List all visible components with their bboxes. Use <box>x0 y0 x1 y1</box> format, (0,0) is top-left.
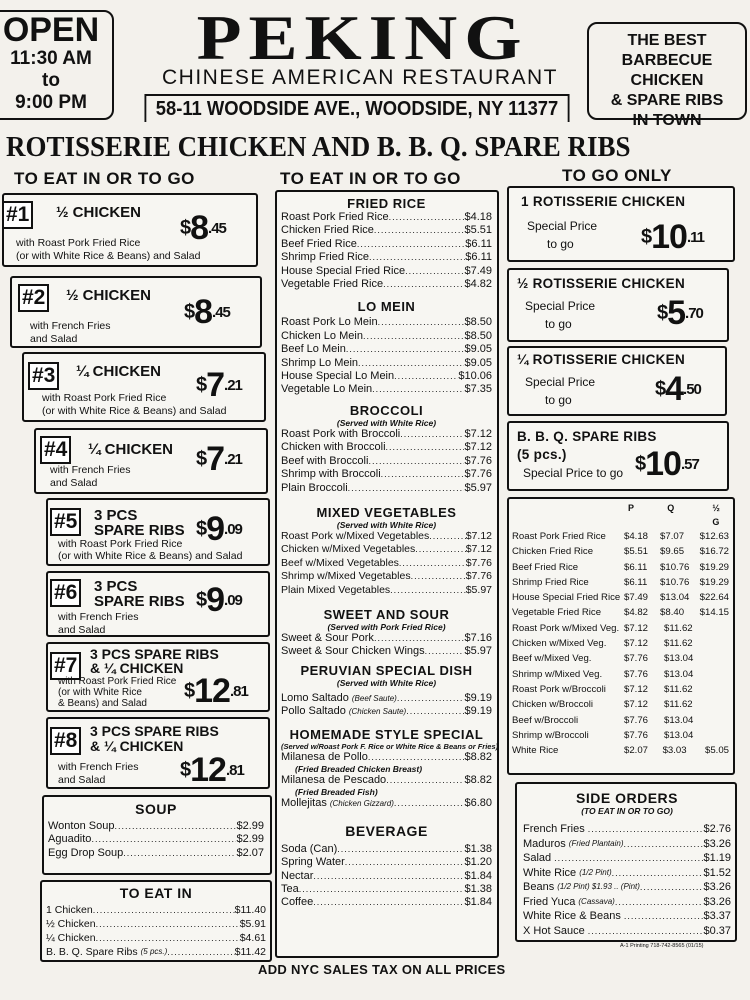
side-orders-box <box>515 782 737 942</box>
eat-in-title: TO EAT IN <box>119 885 193 901</box>
slogan-line-4: IN TOWN <box>632 112 702 129</box>
fried-rice-item: Shrimp Fried Rice ..... $6.11 <box>281 251 492 264</box>
to-go-2-desc-2: to go <box>545 317 572 331</box>
combo-7-number: #7 <box>50 652 81 680</box>
mixed-veg-title: MIXED VEGETABLES <box>316 504 457 520</box>
combo-3-desc-2: (or with White Rice & Beans) and Salad <box>42 405 227 417</box>
to-go-whole-chicken <box>507 186 735 262</box>
combo-1-number: #1 <box>2 201 33 229</box>
restaurant-name: PEKING <box>196 2 529 73</box>
lo-mein-title: LO MEIN <box>357 299 416 315</box>
combo-1-desc-1: with Roast Pork Fried Rice <box>16 237 141 249</box>
size-table-row: Shrimp w/Mixed Veg. $7.76 $13.04 <box>512 668 694 680</box>
combo-2-desc-2: and Salad <box>30 333 78 345</box>
combo-8-desc-2: and Salad <box>58 774 106 786</box>
peruvian-title: PERUVIAN SPECIAL DISH <box>300 662 473 678</box>
side-orders-rows <box>523 822 731 938</box>
slogan-line-1: THE BEST <box>627 32 707 49</box>
side-orders-title: SIDE ORDERS <box>576 790 678 806</box>
mixed-veg-item: Plain Mixed Vegetables ..... $5.97 <box>281 584 492 597</box>
lo-mein-item: Chicken Lo Mein ..... $8.50 <box>281 330 492 343</box>
combo-2-price: $^{\$}8^{.45}$ <box>184 293 230 331</box>
to-go-1-title: 1 ROTISSERIE CHICKEN <box>521 194 686 209</box>
homemade-item: Mollejitas (Chicken Gizzard) ..... $6.80 <box>281 797 492 810</box>
to-go-4-price: $^{\$}10^{.57}$ <box>635 445 699 483</box>
printer-credit: A-1 Printing 718-742-8565 (01/15) <box>620 943 704 949</box>
combo-8-number: #8 <box>50 727 81 755</box>
soup-box <box>42 795 272 875</box>
combo-5-desc-1: with Roast Pork Fried Rice <box>58 538 183 550</box>
sweet-sour-title: SWEET AND SOUR <box>323 606 450 622</box>
fried-rice-item: Vegetable Fried Rice ..... $4.82 <box>281 278 492 291</box>
combo-1 <box>2 193 258 267</box>
combo-3-number: #3 <box>28 362 59 390</box>
eat-in-item: 1 Chicken ..... $11.40 <box>46 903 266 917</box>
combo-5-price: $^{\$}9^{.09}$ <box>196 510 242 548</box>
combo-4-price: $^{\$}7^{.21}$ <box>196 440 242 478</box>
beverage-item: Soda (Can) ..... $1.38 <box>281 843 492 856</box>
side-order-item: Maduros (Fried Plantain) ..... $3.26 <box>523 837 731 852</box>
col1-header: TO EAT IN OR TO GO <box>14 169 195 188</box>
beverage-item: Tea ..... $1.38 <box>281 883 492 896</box>
size-table-row: Chicken Fried Rice $5.51 $9.65 $16.72 <box>512 546 729 558</box>
combo-8-title-2: & ¼ CHICKEN <box>90 738 184 754</box>
combo-7-desc-2: (or with White Rice <box>58 687 142 698</box>
size-table-row: Beef Fried Rice $6.11 $10.76 $19.29 <box>512 561 729 573</box>
broccoli-note: (Served with White Rice) <box>336 417 437 428</box>
col-half-g: ½ G <box>712 503 720 527</box>
size-table-row: Chicken w/Mixed Veg. $7.12 $11.62 <box>512 638 693 650</box>
size-table-row: Chicken w/Broccoli $7.12 $11.62 <box>512 699 693 711</box>
to-go-1-price: $^{\$}10^{.11}$ <box>641 218 704 256</box>
combo-6-title-2: SPARE RIBS <box>94 593 185 610</box>
size-table-row: Vegetable Fried Rice $4.82 $8.40 $14.15 <box>512 607 729 619</box>
side-order-item: White Rice & Beans ..... $3.37 <box>523 909 731 924</box>
combo-4-desc-1: with French Fries <box>50 464 131 476</box>
combo-7-title-2: & ¼ CHICKEN <box>90 660 184 676</box>
size-table-row: Roast Pork w/Mixed Veg. $7.12 $11.62 <box>512 622 693 634</box>
fried-rice-item: Chicken Fried Rice ..... $5.51 <box>281 224 492 237</box>
col3-header: TO GO ONLY <box>562 166 672 185</box>
combo-8-desc-1: with French Fries <box>58 761 139 773</box>
lo-mein-item: Shrimp Lo Mein ..... $9.05 <box>281 357 492 370</box>
lo-mein-item: Vegetable Lo Mein ..... $7.35 <box>281 383 492 396</box>
col-q: Q <box>667 503 675 513</box>
slogan-line-2: BARBECUE CHICKEN <box>621 52 713 89</box>
peruvian-note: (Served with White Rice) <box>336 677 437 688</box>
to-go-half-chicken <box>507 268 729 342</box>
combo-5 <box>46 498 270 566</box>
to-go-4-desc-1: Special Price to go <box>523 466 624 480</box>
broccoli-item: Plain Broccoli ..... $5.97 <box>281 482 492 495</box>
lo-mein-item: Roast Pork Lo Mein ..... $8.50 <box>281 316 492 329</box>
banner: ROTISSERIE CHICKEN AND B. B. Q. SPARE RIBS <box>6 131 631 163</box>
slogan-line-3: & SPARE RIBS <box>610 92 724 109</box>
homemade-item: Milanesa de Pescado ..... $8.82 <box>281 774 492 787</box>
to-go-3-price: $^{\$}4^{.50}$ <box>655 370 701 408</box>
combo-7-desc-3: & Beans) and Salad <box>58 698 147 709</box>
fried-rice-item: House Special Fried Rice ..... $7.49 <box>281 265 492 278</box>
to-go-spare-ribs <box>507 421 729 491</box>
beverage-item: Spring Water ..... $1.20 <box>281 856 492 869</box>
size-table-row: Beef w/Broccoli $7.76 $13.04 <box>512 714 694 726</box>
size-table-row: House Special Fried Rice $7.49 $13.04 $22.64 <box>512 592 729 604</box>
combo-1-title: ½ CHICKEN <box>56 204 142 221</box>
beverage-title: BEVERAGE <box>345 822 428 839</box>
broccoli-item: Beef with Broccoli ..... $7.76 <box>281 455 492 468</box>
to-go-3-desc-2: to go <box>545 393 572 407</box>
broccoli-item: Chicken with Broccoli ..... $7.12 <box>281 441 492 454</box>
soup-item: Wonton Soup ..... $2.99 <box>48 820 264 833</box>
to-go-4-title: B. B. Q. SPARE RIBS <box>517 429 657 444</box>
combo-7-title-1: 3 PCS SPARE RIBS <box>90 646 219 662</box>
combo-4-number: #4 <box>40 436 71 464</box>
to-go-2-price: $^{\$}5^{.70}$ <box>657 294 703 332</box>
size-table-row: White Rice $2.07 $3.03 $5.05 <box>512 745 729 757</box>
combo-8-title-1: 3 PCS SPARE RIBS <box>90 723 219 739</box>
sweet-sour-item: Sweet & Sour Chicken Wings ..... $5.97 <box>281 645 492 658</box>
hours-to: to <box>42 70 60 91</box>
size-table-row: Roast Pork Fried Rice $4.18 $7.07 $12.63 <box>512 531 729 542</box>
tax-notice: ADD NYC SALES TAX ON ALL PRICES <box>258 962 506 977</box>
eat-in-item: ¼ Chicken ..... $4.61 <box>46 931 266 945</box>
combo-2 <box>10 276 262 348</box>
soup-item: Aguadito ..... $2.99 <box>48 833 264 846</box>
mixed-veg-item: Roast Pork w/Mixed Vegetables ..... $7.12 <box>281 530 492 543</box>
open-time: 11:30 AM <box>10 48 92 69</box>
to-go-1-desc-1: Special Price <box>527 219 598 233</box>
combo-6-title-1: 3 PCS <box>94 578 138 595</box>
combo-1-desc-2: (or with White Rice & Beans) and Salad <box>16 250 201 262</box>
combo-5-title-1: 3 PCS <box>94 507 138 524</box>
side-order-item: X Hot Sauce ..... $0.37 <box>523 924 731 939</box>
combo-2-number: #2 <box>18 284 49 312</box>
homemade-title: HOMEMADE STYLE SPECIAL <box>289 726 484 742</box>
col2-header: TO EAT IN OR TO GO <box>280 169 461 188</box>
to-go-4-title-2: (5 pcs.) <box>517 447 567 462</box>
fried-rice-title: FRIED RICE <box>347 196 426 211</box>
homemade-item-note: (Fried Breaded Fish) <box>295 787 378 798</box>
side-order-item: Beans (1/2 Pint) $1.93 .. (Pint) ..... $3.26 <box>523 880 731 895</box>
combo-6 <box>46 571 270 637</box>
lo-mein-item: Beef Lo Mein ..... $9.05 <box>281 343 492 356</box>
eat-in-item: B. B. Q. Spare Ribs (5 pcs.) ..... $11.42 <box>46 945 266 959</box>
close-time: 9:00 PM <box>15 92 87 113</box>
peruvian-item: Lomo Saltado (Beef Saute) ..... $9.19 <box>281 692 492 705</box>
side-order-item: Salad ..... $1.19 <box>523 851 731 866</box>
fried-rice-item: Roast Pork Fried Rice ..... $4.18 <box>281 211 492 224</box>
size-table-row: Roast Pork w/Broccoli $7.12 $11.62 <box>512 683 693 695</box>
combo-6-desc-1: with French Fries <box>58 611 139 623</box>
open-label: OPEN <box>2 11 100 49</box>
to-go-2-desc-1: Special Price <box>525 299 596 313</box>
mixed-veg-item: Chicken w/Mixed Vegetables ..... $7.12 <box>281 543 492 556</box>
combo-5-desc-2: (or with White Rice & Beans) and Salad <box>58 550 243 562</box>
broccoli-item: Roast Pork with Broccoli ..... $7.12 <box>281 428 492 441</box>
to-go-3-title: ¼ ROTISSERIE CHICKEN <box>517 352 686 367</box>
combo-8-price: $^{\$}12^{.81}$ <box>180 751 244 789</box>
eat-in-item: ½ Chicken ..... $5.91 <box>46 917 266 931</box>
size-price-table <box>507 497 735 775</box>
eat-in-box <box>40 880 272 962</box>
mixed-veg-note: (Served with White Rice) <box>336 519 437 530</box>
restaurant-address: 58-11 WOODSIDE AVE., WOODSIDE, NY 11377 <box>144 94 569 122</box>
mixed-veg-item: Shrimp w/Mixed Vegetables ..... $7.76 <box>281 570 492 583</box>
side-order-item: White Rice (1/2 Pint) ..... $1.52 <box>523 866 731 881</box>
size-table-header <box>512 501 729 529</box>
combo-5-number: #5 <box>50 508 81 536</box>
lo-mein-item: House Special Lo Mein ..... $10.06 <box>281 370 492 383</box>
combo-7-price: $^{\$}12^{.81}$ <box>184 672 248 710</box>
soup-item: Egg Drop Soup ..... $2.07 <box>48 847 264 860</box>
col-p: P <box>628 503 635 513</box>
side-order-item: Fried Yuca (Cassava) ..... $3.26 <box>523 895 731 910</box>
broccoli-title: BROCCOLI <box>349 402 424 418</box>
soup-title: SOUP <box>135 801 177 817</box>
homemade-item-note: (Fried Breaded Chicken Breast) <box>295 763 423 774</box>
combo-8 <box>46 717 270 789</box>
mixed-veg-item: Beef w/Mixed Vegetables ..... $7.76 <box>281 557 492 570</box>
beverage-item: Nectar ..... $1.84 <box>281 870 492 883</box>
to-go-quarter-chicken <box>507 346 727 416</box>
combo-4-desc-2: and Salad <box>50 477 98 489</box>
combo-6-price: $^{\$}9^{.09}$ <box>196 581 242 619</box>
size-table-rows <box>512 529 729 758</box>
combo-5-title-2: SPARE RIBS <box>94 522 185 539</box>
combo-1-price: $^{\$}8^{.45}$ <box>180 209 226 247</box>
combo-7-desc-1: with Roast Pork Fried Rice <box>58 676 177 687</box>
combo-4 <box>34 428 268 494</box>
combo-3-title: ¼ CHICKEN <box>76 363 162 380</box>
to-go-2-title: ½ ROTISSERIE CHICKEN <box>517 276 686 291</box>
combo-3-desc-1: with Roast Pork Fried Rice <box>42 392 167 404</box>
side-orders-note: (TO EAT IN OR TO GO) <box>581 806 673 816</box>
combo-3-price: $^{\$}7^{.21}$ <box>196 366 242 404</box>
broccoli-item: Shrimp with Broccoli ..... $7.76 <box>281 468 492 481</box>
hours-box <box>0 10 114 120</box>
homemade-note: (Served w/Roast Pork F. Rice or White Rice & Beans or Fries) <box>281 741 499 751</box>
slogan-box <box>587 22 747 129</box>
to-go-1-desc-2: to go <box>547 237 574 251</box>
combo-2-title: ½ CHICKEN <box>66 287 152 304</box>
beverage-item: Coffee ..... $1.84 <box>281 896 492 909</box>
sweet-sour-note: (Served with Pork Fried Rice) <box>327 621 446 632</box>
fried-rice-item: Beef Fried Rice ..... $6.11 <box>281 238 492 251</box>
sweet-sour-item: Sweet & Sour Pork ..... $7.16 <box>281 632 492 645</box>
combo-7 <box>46 642 270 712</box>
middle-menu-box <box>275 190 499 958</box>
size-table-row: Beef w/Mixed Veg. $7.76 $13.04 <box>512 653 694 665</box>
homemade-item: Milanesa de Pollo ..... $8.82 <box>281 751 492 764</box>
restaurant-subtitle: CHINESE AMERICAN RESTAURANT <box>162 66 558 89</box>
size-table-row: Shrimp Fried Rice $6.11 $10.76 $19.29 <box>512 576 729 588</box>
combo-3 <box>22 352 266 422</box>
combo-6-desc-2: and Salad <box>58 624 106 636</box>
combo-2-desc-1: with French Fries <box>30 320 111 332</box>
peruvian-item: Pollo Saltado (Chicken Saute) ..... $9.19 <box>281 705 492 718</box>
combo-6-number: #6 <box>50 579 81 607</box>
combo-4-title: ¼ CHICKEN <box>88 441 174 458</box>
size-table-row: Shrimp w/Broccoli $7.76 $13.04 <box>512 729 694 741</box>
side-order-item: French Fries ..... $2.76 <box>523 822 731 837</box>
to-go-3-desc-1: Special Price <box>525 375 596 389</box>
